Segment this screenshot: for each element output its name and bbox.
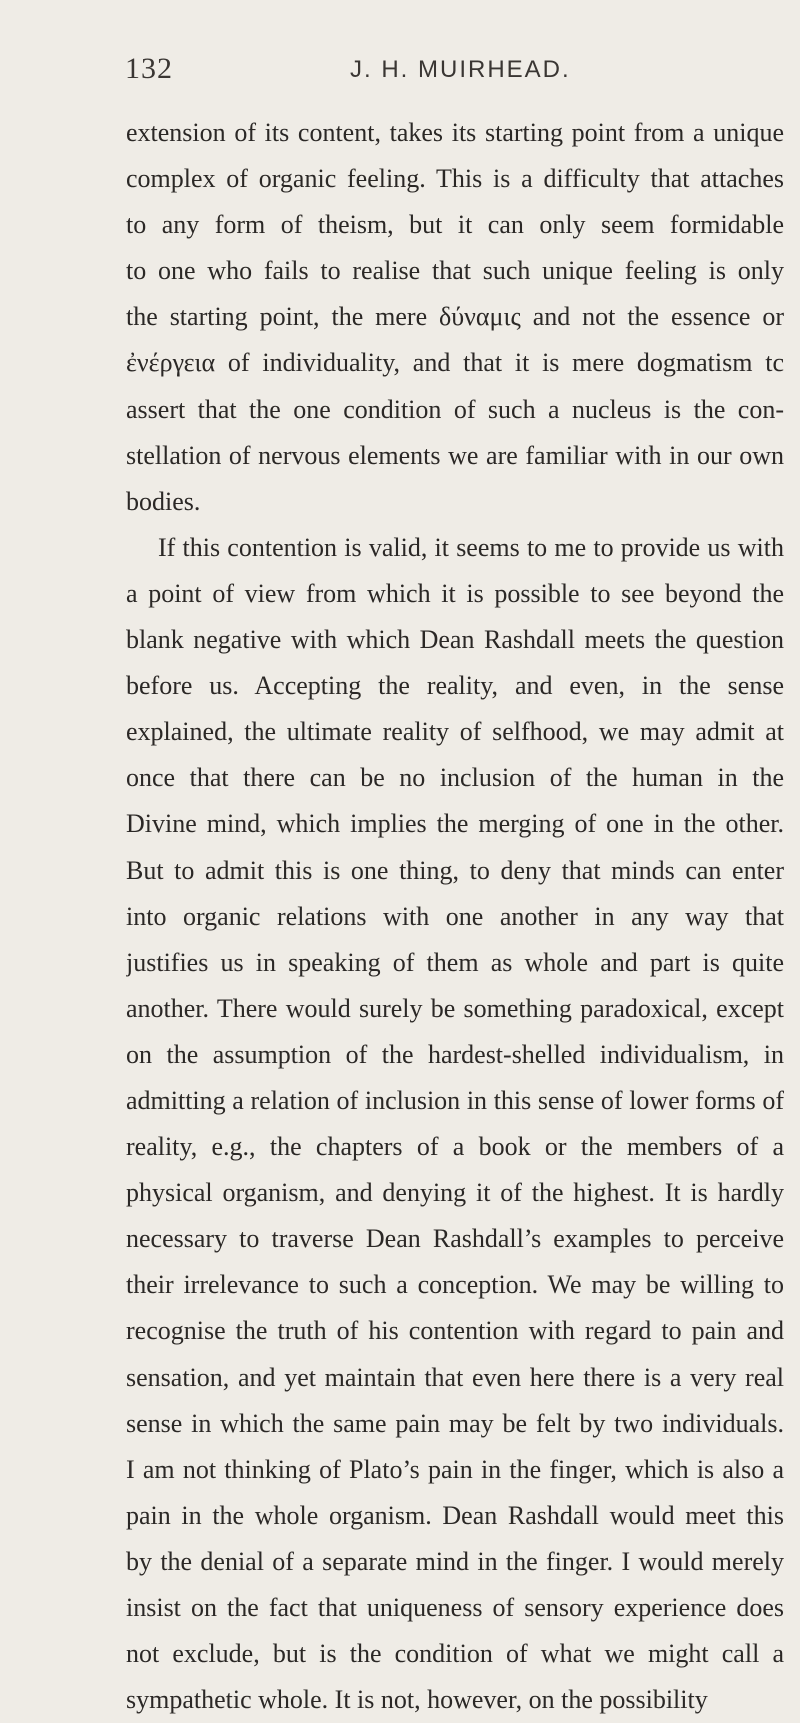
text-line: blank negative with which Dean Rashdall meets the question [126, 625, 784, 655]
text-line: not exclude, but is the condition of what we might call a [126, 1639, 784, 1669]
text-line: sympathetic whole. It is not, however, on the possibility [126, 1685, 708, 1715]
text-line: admitting a relation of inclusion in this sense of lower forms of [126, 1085, 784, 1115]
text-line: sensation, and yet maintain that even here there is a very real [126, 1362, 784, 1392]
text-line: physical organism, and denying it of the highest. It is hardly [126, 1178, 784, 1208]
text-line: I am not thinking of Plato’s pain in the finger, which is also a [126, 1454, 784, 1484]
paragraph [126, 525, 784, 1723]
text-line: pain in the whole organism. Dean Rashdall would meet this [126, 1500, 784, 1530]
page-number: 132 [125, 52, 173, 85]
text-line: once that there can be no inclusion of the human in the [126, 763, 784, 793]
text-line: another. There would surely be something paradoxical, except [126, 993, 784, 1023]
text-line: Divine mind, which implies the merging of one in the other. [126, 809, 784, 839]
text-line: to one who fails to realise that such unique feeling is only [126, 256, 784, 286]
text-line: to any form of theism, but it can only seem formidable [126, 210, 784, 240]
text-line: necessary to traverse Dean Rashdall’s examples to perceive [126, 1224, 784, 1254]
text-line: before us. Accepting the reality, and even, in the sense [126, 671, 784, 701]
text-line: ἐνέργεια of individuality, and that it is mere dogmatism tc [126, 348, 784, 378]
text-line: into organic relations with one another in any way that [126, 901, 784, 931]
text-line: insist on the fact that uniqueness of sensory experience does [126, 1593, 784, 1622]
text-line: explained, the ultimate reality of selfhood, we may admit at [126, 717, 784, 747]
text-line: But to admit this is one thing, to deny that minds can enter [126, 855, 784, 885]
text-line: on the assumption of the hardest-shelled individualism, in [126, 1039, 784, 1069]
text-line: bodies. [126, 486, 201, 516]
running-head: J. H. MUIRHEAD. [350, 56, 571, 83]
text-line: sense in which the same pain may be felt by two individuals. [126, 1408, 784, 1438]
text-line: the starting point, the mere δύναμις and not the essence or [126, 302, 784, 332]
text-line: If this contention is valid, it seems to me to provide us with [158, 532, 784, 562]
text-line: assert that the one condition of such a nucleus is the con- [126, 394, 784, 424]
text-line: stellation of nervous elements we are familiar with in our own [126, 440, 784, 470]
text-line: a point of view from which it is possible to see beyond the [126, 578, 784, 608]
text-line: by the denial of a separate mind in the finger. I would merely [126, 1546, 784, 1576]
text-line: extension of its content, takes its starting point from a unique [126, 118, 784, 147]
text-line: justifies us in speaking of them as whole and part is quite [126, 947, 784, 977]
text-line: recognise the truth of his contention with regard to pain and [126, 1316, 784, 1346]
page-body [126, 110, 784, 1723]
text-line: complex of organic feeling. This is a difficulty that attaches [126, 164, 784, 194]
paragraph [126, 110, 784, 525]
text-line: their irrelevance to such a conception. We may be willing to [126, 1270, 784, 1300]
page-header [0, 52, 800, 88]
text-line: reality, e.g., the chapters of a book or the members of a [126, 1132, 784, 1162]
